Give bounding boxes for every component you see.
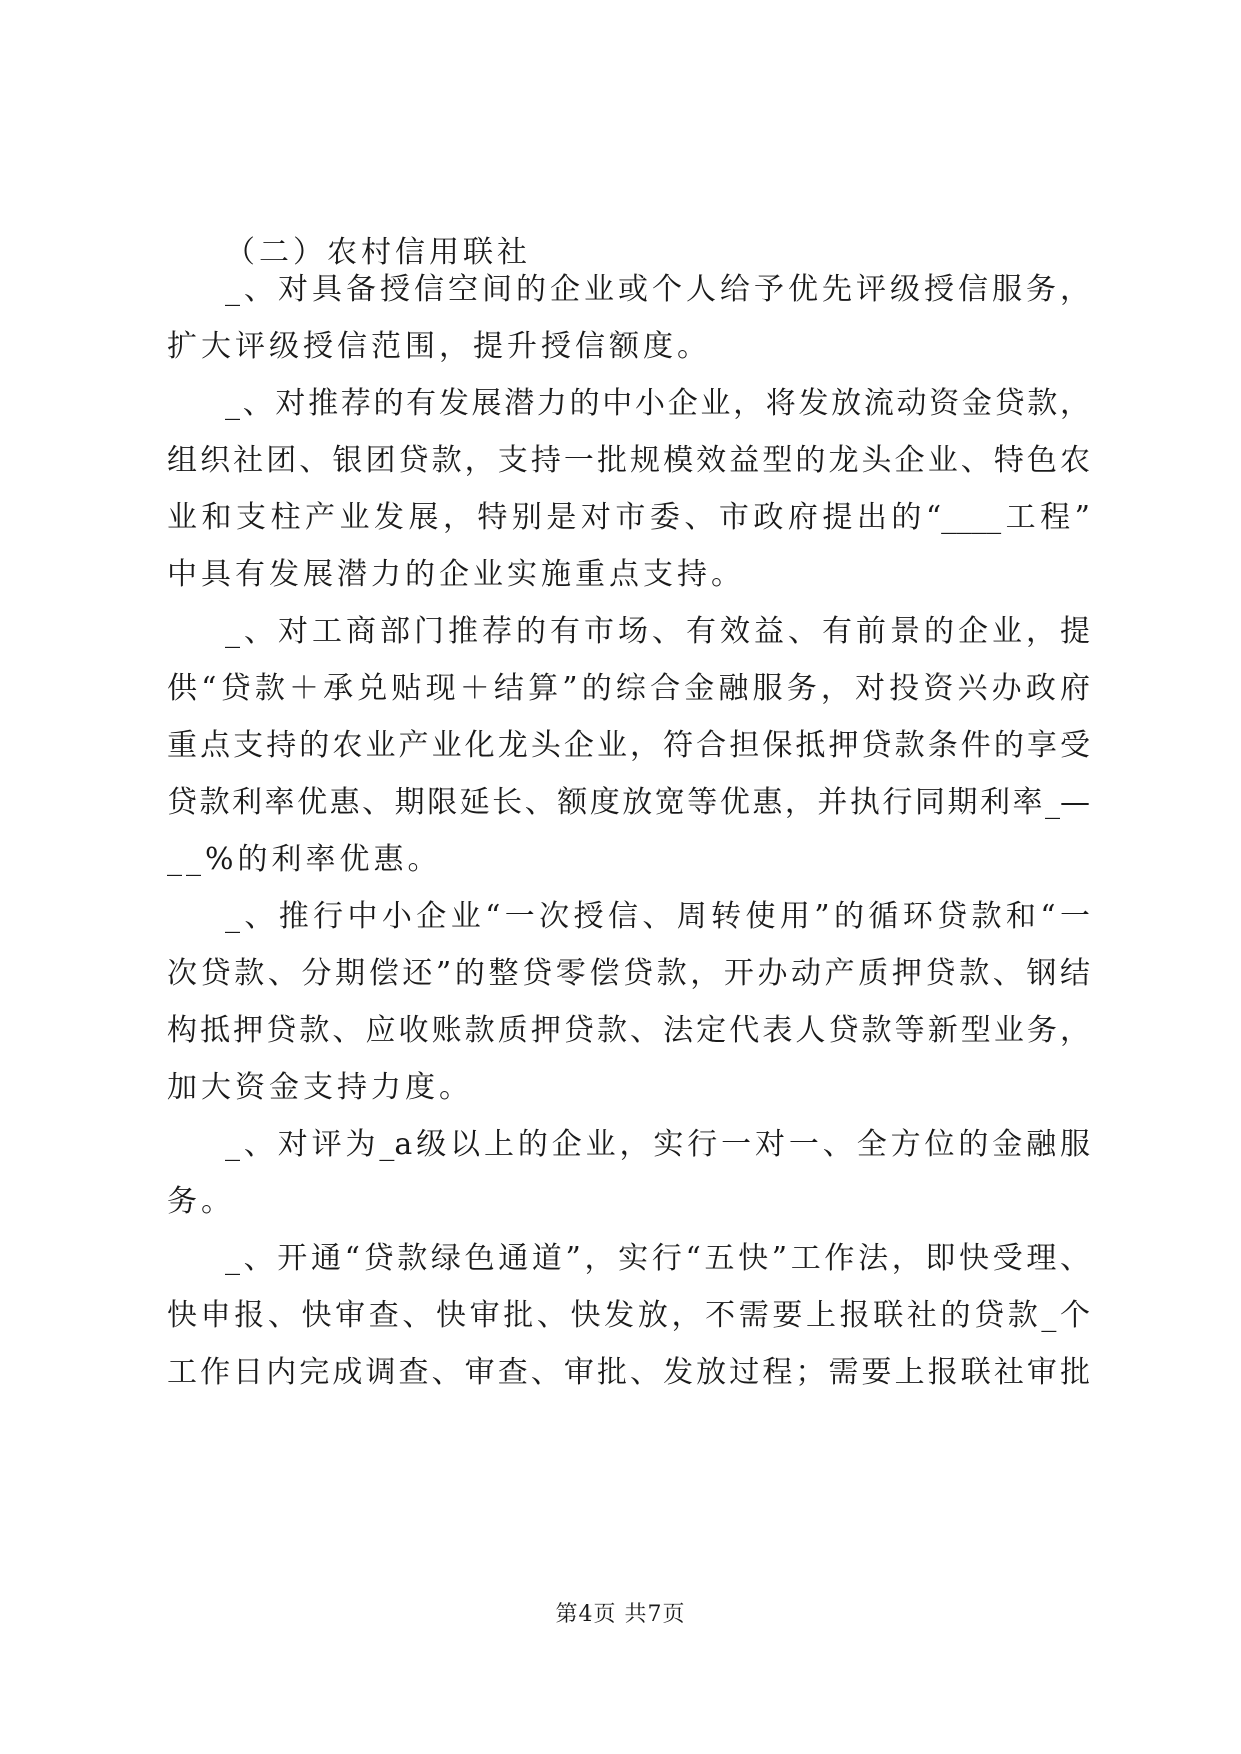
paragraph-line: 加大资金支持力度。 — [167, 1070, 473, 1105]
paragraph-line: _、推行中小企业“一次授信、周转使用”的循环贷款和“一 — [225, 899, 1090, 934]
paragraph-line: 组织社团、银团贷款，支持一批规模效益型的龙头企业、特色农 — [167, 443, 1090, 478]
paragraph-line: 快申报、快审查、快审批、快发放，不需要上报联社的贷款_个 — [167, 1298, 1090, 1333]
paragraph-line: 扩大评级授信范围，提升授信额度。 — [167, 329, 711, 364]
paragraph-line: 务。 — [167, 1184, 235, 1219]
paragraph-line: _、对具备授信空间的企业或个人给予优先评级授信服务， — [225, 272, 1090, 307]
paragraph-line: 构抵押贷款、应收账款质押贷款、法定代表人贷款等新型业务， — [167, 1013, 1090, 1048]
paragraph-line: 工作日内完成调查、审查、审批、发放过程；需要上报联社审批 — [167, 1355, 1090, 1390]
paragraph-line: 供“贷款＋承兑贴现＋结算”的综合金融服务，对投资兴办政府 — [167, 671, 1090, 706]
paragraph-line: 中具有发展潜力的企业实施重点支持。 — [167, 557, 745, 592]
paragraph-line: __%的利率优惠。 — [167, 842, 442, 877]
page-number-footer: 第4页 共7页 — [555, 1602, 686, 1627]
paragraph-line: 业和支柱产业发展，特别是对市委、市政府提出的“____工程” — [167, 500, 1090, 535]
paragraph-line: _、对推荐的有发展潜力的中小企业，将发放流动资金贷款， — [225, 386, 1090, 421]
section-heading: （二）农村信用联社 — [225, 235, 531, 270]
paragraph-line: _、开通“贷款绿色通道”，实行“五快”工作法，即快受理、 — [225, 1241, 1090, 1276]
paragraph-line: _、对评为_a级以上的企业，实行一对一、全方位的金融服 — [225, 1127, 1090, 1162]
paragraph-line: 次贷款、分期偿还”的整贷零偿贷款，开办动产质押贷款、钢结 — [167, 956, 1090, 991]
paragraph-line: 贷款利率优惠、期限延长、额度放宽等优惠，并执行同期利率_— — [167, 785, 1090, 820]
paragraph-line: _、对工商部门推荐的有市场、有效益、有前景的企业，提 — [225, 614, 1090, 649]
paragraph-line: 重点支持的农业产业化龙头企业，符合担保抵押贷款条件的享受 — [167, 728, 1090, 763]
